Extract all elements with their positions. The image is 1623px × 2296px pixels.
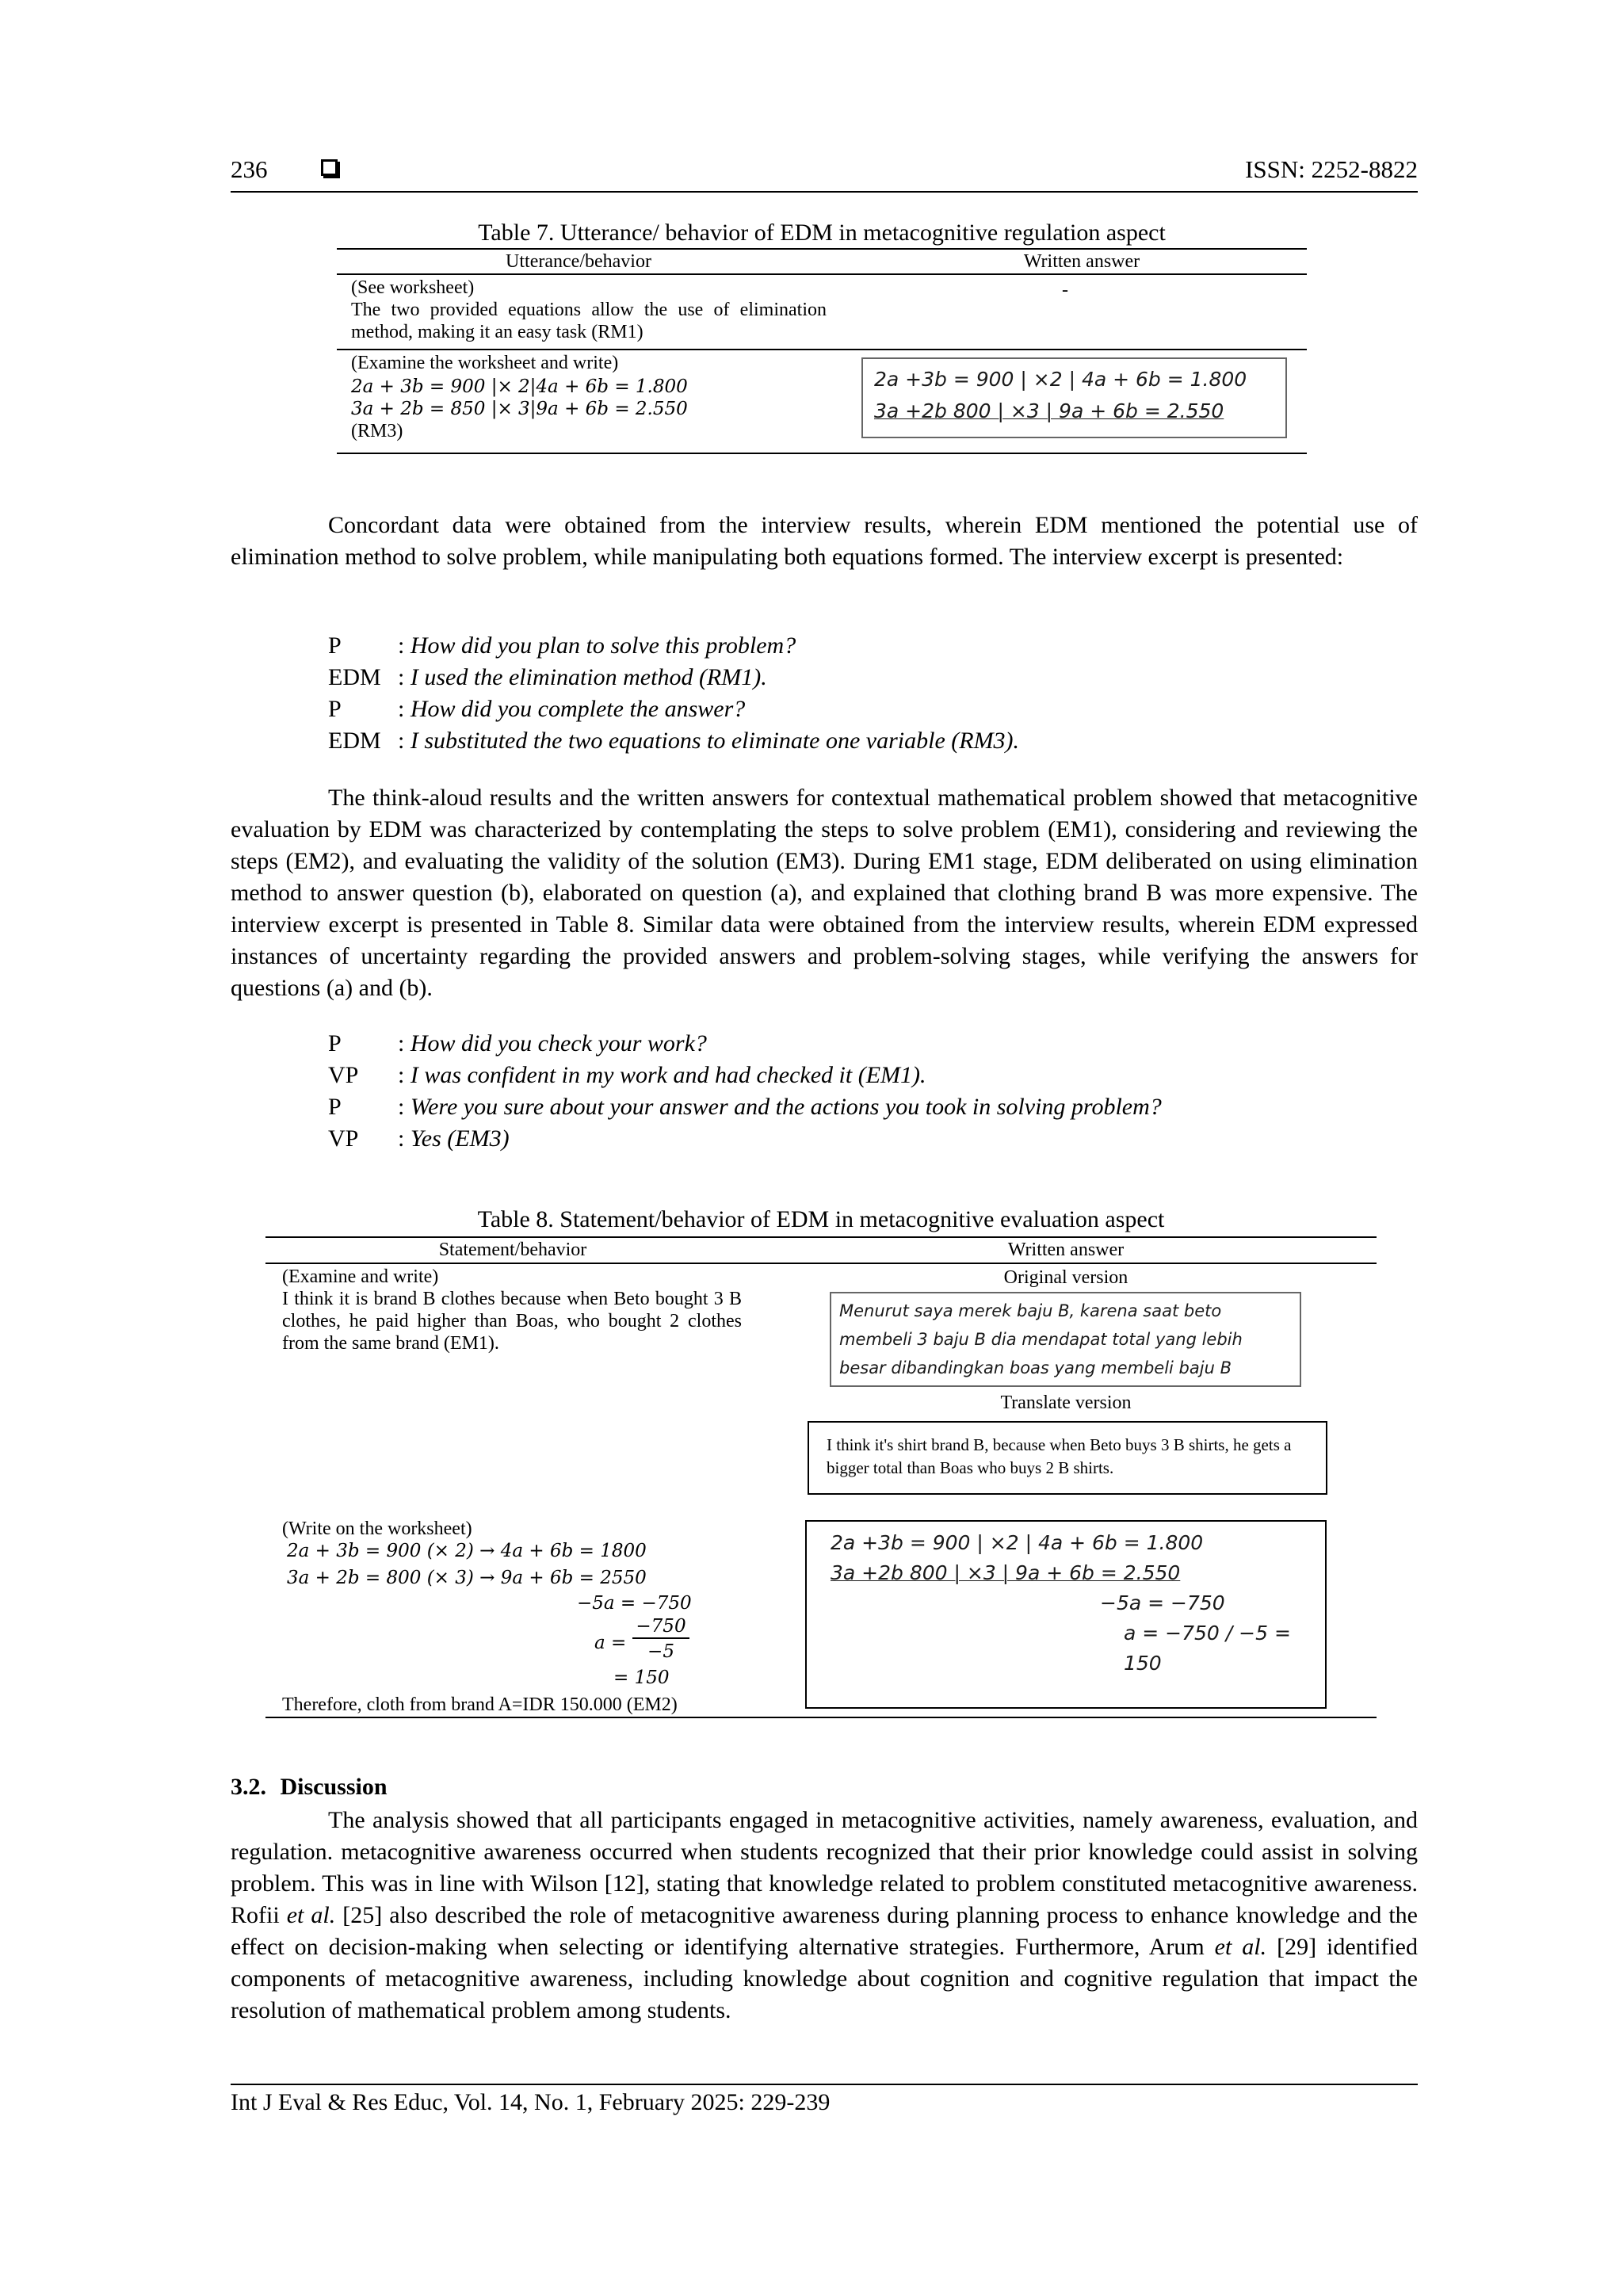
interview-excerpt-1 [328,630,1019,757]
table7-hw-line1: 2a +3b = 900 | ×2 | 4a + 6b = 1.800 [874,368,1247,391]
table7-row2-code: (RM3) [351,421,403,441]
table8-row2-conclusion: Therefore, cloth from brand A=IDR 150.000 (EM2) [282,1694,678,1715]
table8-row2-eq3: −5a = −750 [577,1593,692,1614]
table7-handwritten-image [861,357,1287,438]
header-rule [231,191,1418,193]
table7-row1-answer: - [1062,280,1068,300]
table7-row2 [351,352,842,442]
table7-row1-text: The two provided equations allow the use of elimination method, making it an easy task (RM1) [351,300,827,342]
table7-col-utterance: Utterance/behavior [506,251,651,272]
table8-row1-text: I think it is brand B clothes because when Beto bought 3 B clothes, he paid higher than Boas, who bought 2 clothes from the same brand (EM1). [282,1289,742,1354]
table7-rule-bottom [337,453,1307,454]
page-number: 236 [231,155,268,183]
table8-rule-top [265,1236,1377,1238]
table8-row2-eq5: = 150 [613,1668,670,1688]
interview-excerpt-2 [328,1028,1162,1155]
table8-col-written: Written answer [1007,1240,1125,1260]
table7-row2-eq2: 3a + 2b = 850 |× 3|9a + 6b = 2.550 [351,399,688,419]
table7-hw-line2: 3a +2b 800 | ×3 | 9a + 6b = 2.550 [874,399,1224,422]
table7-row2-eq1: 2a + 3b = 900 |× 2|4a + 6b = 1.800 [351,376,688,397]
speaker: EDM [328,664,381,690]
table8-row1 [282,1266,742,1354]
footer-rule [231,2084,1418,2085]
paragraph-think-aloud: The think-aloud results and the written answers for contextual mathematical problem showed that metacognitive evaluation by EDM was characterized by contemplating the steps to solve problem (EM1), considering and reviewing the steps (EM2), and evaluating the validity of the solution (EM3). During EM1 stage, EDM deliberated on using elimination method to answer question (b), elaborated on question (a), and explained that clothing brand B was more expensive. The interview excerpt is presented in Table 8. Similar data were obtained from the interview results, wherein EDM expressed instances of uncertainty regarding the provided answers and problem-solving stages, while verifying the answers for questions (a) and (b). [231,785,1418,1001]
dialog-line: VP : Yes (EM3) [328,1123,1162,1155]
speaker: VP [328,1125,359,1152]
footer-citation: Int J Eval & Res Educ, Vol. 14, No. 1, February 2025: 229-239 [231,2089,831,2115]
table8-original-handwriting: Menurut saya merek baju B, karena saat beto membeli 3 baju B dia mendapat total yang lebih besar dibandingkan boas yang membeli baju B [830,1292,1301,1387]
dialog-line: P : Were you sure about your answer and the actions you took in solving problem? [328,1091,1162,1123]
table8-translate-label: Translate version [1000,1392,1132,1413]
table8-rule-bottom [265,1717,1377,1718]
speaker: P [328,1094,342,1120]
dialog-line: VP : I was confident in my work and had checked it (EM1). [328,1060,1162,1091]
table8-rule-head [265,1263,1377,1264]
table7-row2-label: (Examine the worksheet and write) [351,353,619,373]
table8-caption: Table 8. Statement/behavior of EDM in metacognitive evaluation aspect [477,1206,1165,1232]
dialog-line: EDM : I substituted the two equations to eliminate one variable (RM3). [328,725,1019,757]
issn: ISSN: 2252-8822 [1245,155,1418,183]
table8-row2-eq1: 2a + 3b = 900 (× 2) → 4a + 6b = 1800 [287,1541,647,1561]
speaker: VP [328,1062,359,1088]
speaker: P [328,632,342,659]
table8-row2-label: (Write on the worksheet) [282,1519,472,1539]
paragraph-discussion: The analysis showed that all participants engaged in metacognitive activities, namely awareness, evaluation, and regulation. metacognitive awareness occurred when students recognized that their prior knowledge could assist in solving problem. This was in line with Wilson [12], stating that knowledge related to problem constituted metacognitive awareness. Rofii et al. [25] also described the role of metacognitive awareness during planning process to enhance knowledge and the effect on decision-making when selecting or identifying alternative strategies. Furthermore, Arum et al. [29] identified components of metacognitive awareness, including knowledge about cognition and cognitive regulation that impact the resolution of mathematical problem among students. [231,1807,1419,2023]
table8-row1-label: (Examine and write) [282,1266,439,1287]
table8-original-label: Original version [1003,1267,1128,1288]
section-heading: 3.2. Discussion [231,1774,388,1800]
table7-rule-top [337,248,1307,250]
dialog-line: P : How did you check your work? [328,1028,1162,1060]
table7-rule-head [337,273,1307,275]
square-icon [321,159,338,176]
table7-caption: Table 7. Utterance/ behavior of EDM in metacognitive regulation aspect [478,220,1166,246]
table7-row1 [351,277,827,343]
table8-col-statement: Statement/behavior [438,1240,587,1260]
table8-worksheet-image: 2a +3b = 900 | ×2 | 4a + 6b = 1.800 3a +2b 800 | ×3 | 9a + 6b = 2.550 −5a = −750 a = −750 / −5 = 150 [805,1520,1327,1709]
paragraph-concordant: Concordant data were obtained from the interview results, wherein EDM mentioned the potential use of elimination method to solve problem, while manipulating both equations formed. The interview excerpt is presented: [231,512,1418,570]
fraction: −750 −5 [632,1615,689,1664]
speaker: P [328,696,342,722]
speaker: EDM [328,728,381,754]
table7-rule-mid [337,349,1307,350]
table8-row2-eq2: 3a + 2b = 800 (× 3) → 9a + 6b = 2550 [287,1568,647,1588]
table7-col-written: Written answer [1023,251,1140,272]
table7-row1-label: (See worksheet) [351,277,475,298]
dialog-line: P : How did you complete the answer? [328,693,1019,725]
table8-translation-box: I think it's shirt brand B, because when Beto buys 3 B shirts, he gets a bigger total than Boas who buys 2 B shirts. [808,1421,1327,1495]
speaker: P [328,1030,342,1056]
dialog-line: P : How did you plan to solve this problem? [328,630,1019,662]
dialog-line: EDM : I used the elimination method (RM1). [328,662,1019,693]
